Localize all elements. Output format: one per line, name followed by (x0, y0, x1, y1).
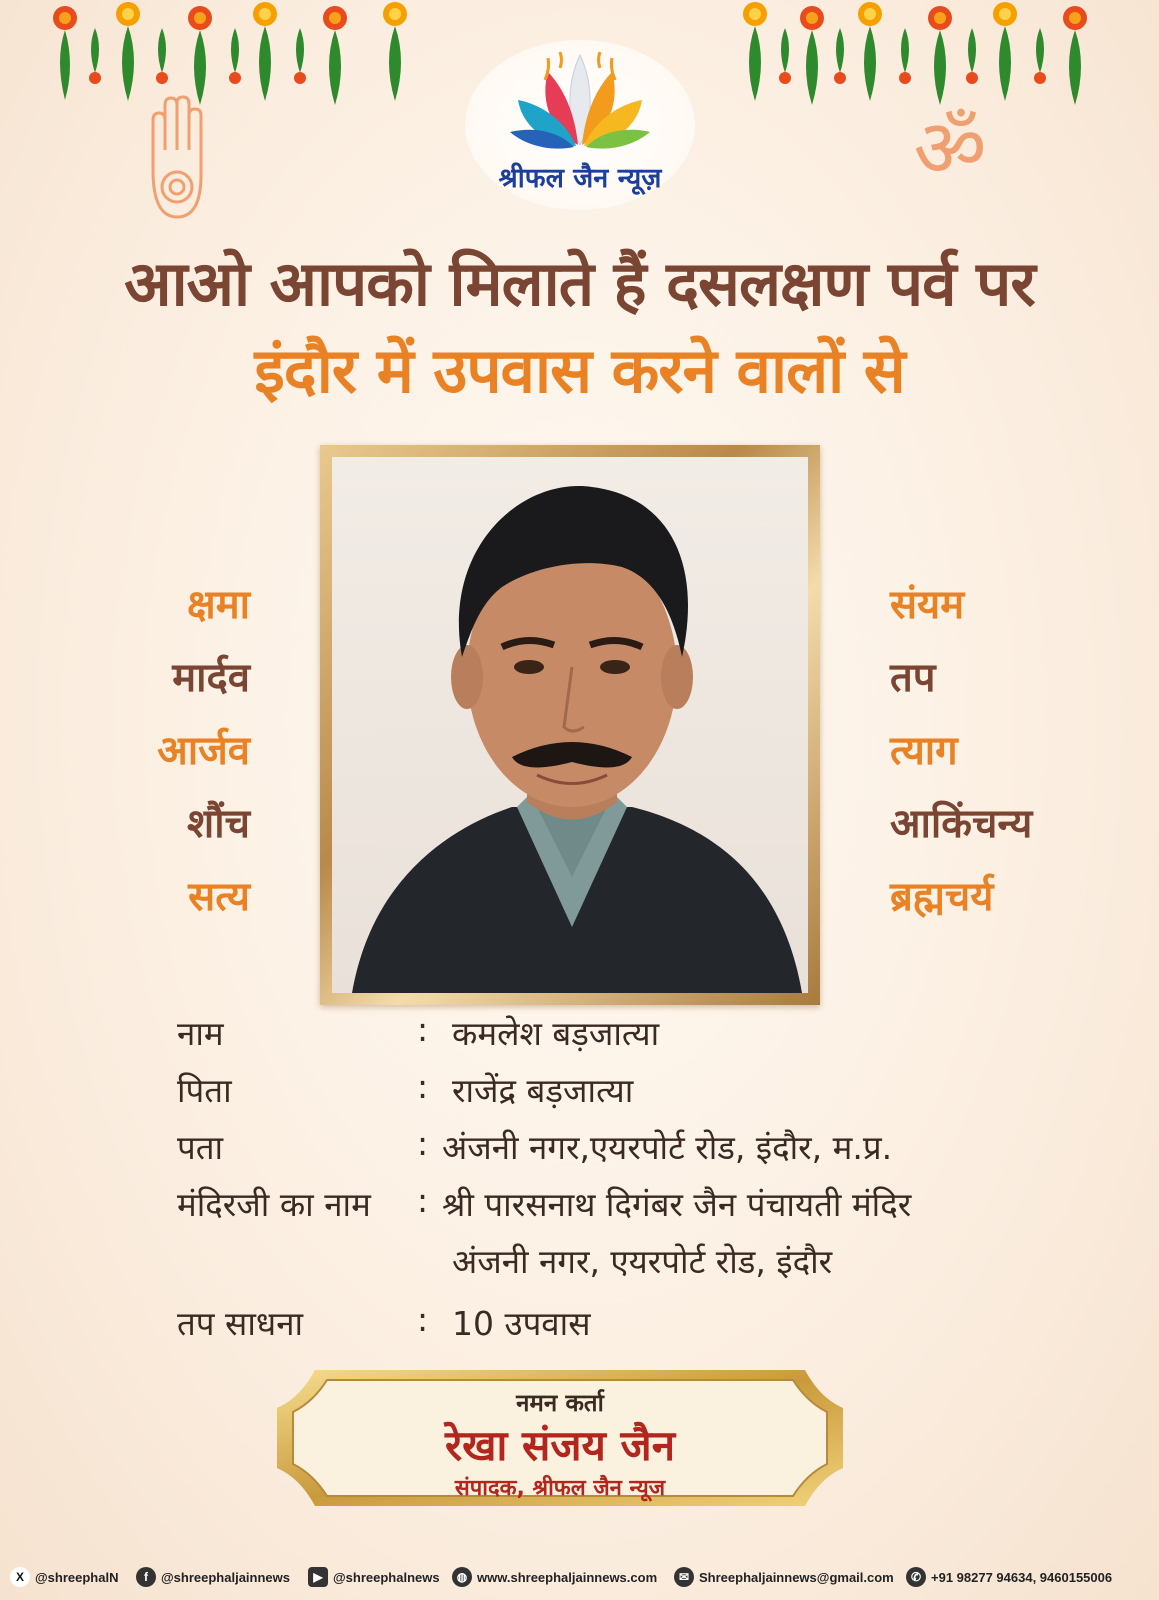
detail-row-tapa (177, 1300, 1077, 1350)
shreephal-logo[interactable] (465, 40, 695, 210)
colon: : (417, 1181, 429, 1220)
colon: : (417, 1300, 429, 1339)
headline-line-2: इंदौर में उपवास करने वालों से (254, 334, 905, 407)
virtue-kshama: क्षमा (187, 582, 250, 628)
tapa-value: 10 उपवास (452, 1304, 591, 1343)
tribute-banner (275, 1368, 845, 1508)
footer-contacts (0, 1550, 1159, 1600)
name-label: नाम (177, 1014, 224, 1053)
globe-icon: ◍ (452, 1567, 472, 1587)
portrait-photo (332, 457, 808, 993)
name-value: कमलेश बड़जात्या (452, 1014, 660, 1053)
virtue-brahmacharya: ब्रह्मचर्य (890, 874, 994, 920)
virtue-akinchanya: आकिंचन्य (890, 801, 1033, 847)
phone-numbers: +91 98277 94634, 9460155006 (931, 1569, 1113, 1585)
om-symbol-icon (905, 98, 995, 188)
temple-value-line-2: अंजनी नगर, एयरपोर्ट रोड, इंदौर (452, 1242, 833, 1281)
detail-row-father (177, 1067, 1077, 1117)
banner-label: नमन कर्ता (516, 1389, 604, 1417)
footer-email[interactable] (674, 1566, 894, 1588)
virtue-satya: सत्य (188, 874, 250, 920)
logo-text: श्रीफल जैन न्यूज़ (498, 163, 662, 194)
ahimsa-hand-icon (145, 95, 207, 220)
marigold-garland-left (50, 0, 410, 110)
temple-value-line-1: श्री पारसनाथ दिगंबर जैन पंचायती मंदिर (442, 1185, 912, 1224)
footer-youtube[interactable] (308, 1566, 440, 1588)
virtue-mardav: मार्दव (172, 655, 250, 701)
father-value: राजेंद्र बड़जात्या (452, 1071, 634, 1110)
youtube-icon: ▶ (308, 1567, 328, 1587)
mail-icon: ✉ (674, 1567, 694, 1587)
website-url: www.shreephaljainnews.com (477, 1569, 658, 1585)
facebook-handle: @shreephaljainnews (161, 1569, 290, 1585)
virtue-tyag: त्याग (890, 728, 958, 774)
email-address: Shreephaljainnews@gmail.com (699, 1569, 894, 1585)
marigold-garland-right (740, 0, 1110, 110)
virtue-tap: तप (890, 655, 936, 701)
headline-line-1: आओ आपको मिलाते हैं दसलक्षण पर्व पर (124, 247, 1035, 320)
lotus-icon (510, 50, 650, 155)
banner-designation: संपादक, श्रीफल जैन न्यूज (454, 1476, 666, 1501)
svg-text:ॐ: ॐ (913, 102, 987, 188)
virtue-shauch: शौंच (187, 801, 250, 847)
colon: : (417, 1010, 429, 1049)
x-logo-icon: X (10, 1567, 30, 1587)
banner-name: रेखा संजय जैन (444, 1421, 676, 1470)
tapa-label: तप साधना (177, 1304, 304, 1343)
footer-x[interactable] (10, 1566, 118, 1588)
address-label: पता (177, 1128, 224, 1167)
detail-row-temple-cont (177, 1238, 1077, 1288)
colon: : (417, 1124, 429, 1163)
detail-row-address (177, 1124, 1077, 1174)
footer-facebook[interactable] (136, 1566, 290, 1588)
temple-label: मंदिरजी का नाम (177, 1185, 371, 1224)
x-handle: @shreephalN (35, 1569, 119, 1585)
facebook-icon: f (136, 1567, 156, 1587)
youtube-handle: @shreephalnews (333, 1569, 440, 1585)
photo-frame (320, 445, 820, 1005)
detail-row-temple (177, 1181, 1077, 1231)
virtue-arjav: आर्जव (157, 728, 250, 774)
footer-phone[interactable] (906, 1566, 1112, 1588)
address-value: अंजनी नगर,एयरपोर्ट रोड, इंदौर, म.प्र. (442, 1128, 893, 1167)
father-label: पिता (177, 1071, 232, 1110)
phone-icon: ✆ (906, 1567, 926, 1587)
virtue-sanyam: संयम (890, 582, 965, 628)
detail-row-name (177, 1010, 1077, 1060)
footer-website[interactable] (452, 1566, 657, 1588)
colon: : (417, 1067, 429, 1106)
